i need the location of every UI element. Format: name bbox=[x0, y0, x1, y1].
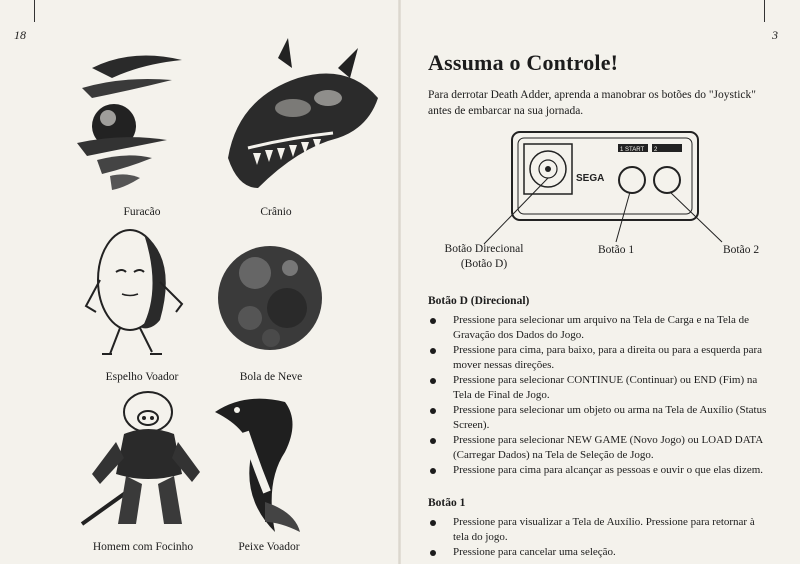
caption-cranio: Crânio bbox=[260, 206, 292, 218]
homem-com-focinho-illustration bbox=[78, 384, 208, 534]
label-dpad-line2: (Botão D) bbox=[460, 258, 508, 270]
page-title: Assuma o Controle! bbox=[428, 50, 619, 75]
button-2[interactable] bbox=[654, 167, 680, 193]
controller-diagram bbox=[400, 120, 800, 280]
section-heading-button-1: Botão 1 bbox=[428, 497, 466, 509]
espelho-voador-illustration bbox=[82, 220, 192, 360]
margin-rule bbox=[34, 0, 35, 22]
caption-bola-de-neve: Bola de Neve bbox=[239, 371, 303, 383]
label-button-1: Botão 1 bbox=[598, 244, 635, 256]
section-heading-dpad: Botão D (Direcional) bbox=[428, 295, 530, 307]
page-number-left: 18 bbox=[14, 28, 26, 42]
label-dpad bbox=[414, 242, 554, 272]
caption-homem-com-focinho: Homem com Focinho bbox=[92, 541, 194, 553]
margin-rule-right bbox=[764, 0, 765, 22]
bola-de-neve-illustration bbox=[215, 228, 325, 368]
list-item: Pressione para selecionar um objeto ou arma na Tela de Auxílio (Status Screen). bbox=[428, 403, 773, 433]
button-1[interactable] bbox=[619, 167, 645, 193]
label-dpad-line1: Botão Direcional bbox=[444, 243, 524, 255]
list-item: Pressione para cima para alcançar as pessoas e ouvir o que elas dizem. bbox=[428, 463, 773, 478]
label-button-2: Botão 2 bbox=[723, 244, 760, 256]
peixe-voador-illustration bbox=[205, 392, 315, 537]
caption-espelho-voador: Espelho Voador bbox=[105, 371, 179, 383]
caption-peixe-voador: Peixe Voador bbox=[238, 541, 300, 553]
button1-tag: 1 START bbox=[620, 147, 645, 153]
cranio-illustration bbox=[218, 38, 388, 208]
button-1-instructions-list bbox=[428, 515, 773, 560]
furacao-illustration bbox=[72, 48, 192, 198]
intro-paragraph: Para derrotar Death Adder, aprenda a manobrar os botões do "Joystick" antes de embarcar na sua jornada. bbox=[428, 89, 756, 117]
list-item: Pressione para selecionar um arquivo na Tela de Carga e na Tela de Gravação dos Dados do Jogo. bbox=[428, 313, 773, 343]
list-item: Pressione para cima, para baixo, para a direita ou para a esquerda para mover nessas direções. bbox=[428, 343, 773, 373]
list-item: Pressione para selecionar CONTINUE (Continuar) ou END (Fim) na Tela de Final de Jogo. bbox=[428, 373, 773, 403]
page-number-right: 3 bbox=[772, 28, 778, 42]
brand-logo: SEGA bbox=[576, 173, 605, 184]
caption-furacao: Furacão bbox=[123, 206, 161, 218]
dpad-instructions-list bbox=[428, 313, 773, 478]
list-item: Pressione para cancelar uma seleção. bbox=[428, 545, 773, 560]
list-item: Pressione para visualizar a Tela de Auxílio. Pressione para retornar à tela do jogo. bbox=[428, 515, 773, 545]
button2-tag: 2 bbox=[654, 147, 658, 153]
list-item: Pressione para selecionar NEW GAME (Novo Jogo) ou LOAD DATA (Carregar Dados) na Tela de Seleção de Jogo. bbox=[428, 433, 773, 463]
